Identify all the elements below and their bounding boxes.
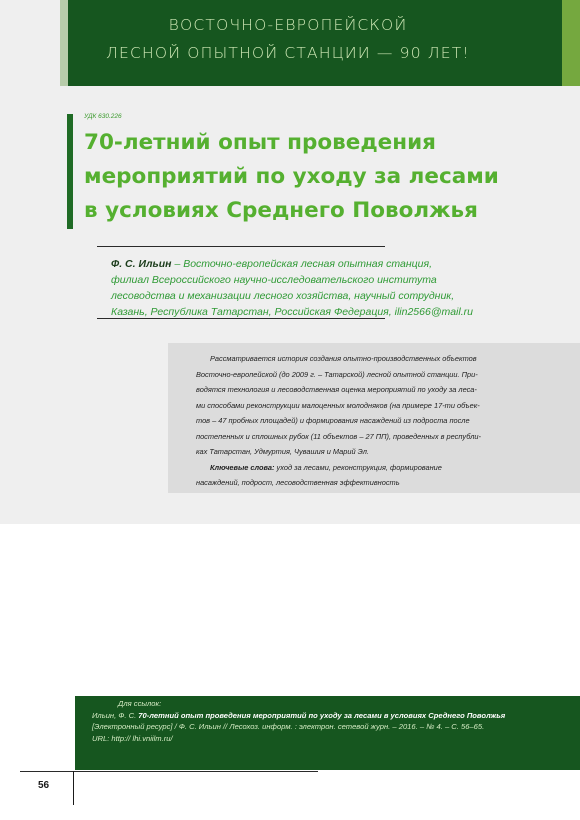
citation-line-2: [Электронный ресурс] / Ф. С. Ильин // Лесохоз. информ. : электрон. сетевой журн. – 2016. – № 4. – С. 56–65. [92,722,485,732]
page-number: 56 [38,780,50,791]
abstract-text [196,351,570,491]
banner-title-line-1: ВОСТОЧНО-ЕВРОПЕЙСКОЙ [168,16,408,34]
keywords-line-2: насаждений, подрост, лесоводственная эффективность [196,478,400,487]
abstract-line: постепенных и сплошных рубок (11 объектов – 27 ПП), проведенных в республи- [196,431,481,441]
abstract-line: ми способами реконструкции малоценных молодняков (на примере 17-ти объек- [196,400,480,410]
citation-url: URL: http:// lhi.vniilm.ru/ [92,733,173,743]
abstract-line: тов – 47 пробных площадей) и формирования насаждений из подроста после [196,416,470,425]
title-accent-bar [67,114,73,229]
author-line-2: филиал Всероссийского научно-исследовательского института [111,274,437,286]
keywords-label: Ключевые слова: [210,462,275,472]
citation-author: Ильин, Ф. С. [92,710,139,720]
footer-vertical-rule [73,771,74,805]
udk-code: УДК 630.226 [84,113,122,120]
abstract-line: водятся технология и лесоводственная оценка мероприятий по уходу за леса- [196,385,477,394]
citation-line-1 [92,710,505,722]
title-line-3: в условиях Среднего Поволжья [84,198,478,223]
author-line-4: Казань, Республика Татарстан, Российская Федерация, ilin2566@mail.ru [111,306,473,318]
keywords-text: уход за лесами, реконструкция, формирование [274,462,442,472]
title-line-1: 70-летний опыт проведения [84,130,436,155]
abstract-line: Восточно-европейской (до 2009 г. – Татарской) лесной опытной станции. При- [196,369,478,379]
abstract-line: ках Татарстан, Удмуртия, Чувашия и Марий Эл. [196,447,369,456]
footer-rule [20,771,318,772]
article-title [84,126,499,228]
banner-title-line-2: ЛЕСНОЙ ОПЫТНОЙ СТАНЦИИ — 90 ЛЕТ! [106,44,470,62]
author-line-1: – Восточно-европейская лесная опытная станция, [171,258,433,270]
keywords-line-1 [196,460,570,476]
citation-heading: Для ссылок: [118,699,162,708]
author-affiliation [111,256,531,320]
banner-left-stripe [60,0,68,86]
author-line-3: лесоводства и механизации лесного хозяйства, научный сотрудник, [111,290,455,302]
banner-accent-stripe [562,0,580,86]
citation-text [92,698,505,744]
abstract-line: Рассматривается история создания опытно-производственных объектов [210,354,477,363]
author-name: Ф. С. Ильин [111,258,172,270]
title-line-2: мероприятий по уходу за лесами [84,164,499,189]
section-banner [68,0,580,86]
author-top-rule [97,246,385,247]
author-bottom-rule [97,318,385,319]
citation-title: 70-летний опыт проведения мероприятий по уходу за лесами в условиях Среднего Поволжья [138,710,506,720]
